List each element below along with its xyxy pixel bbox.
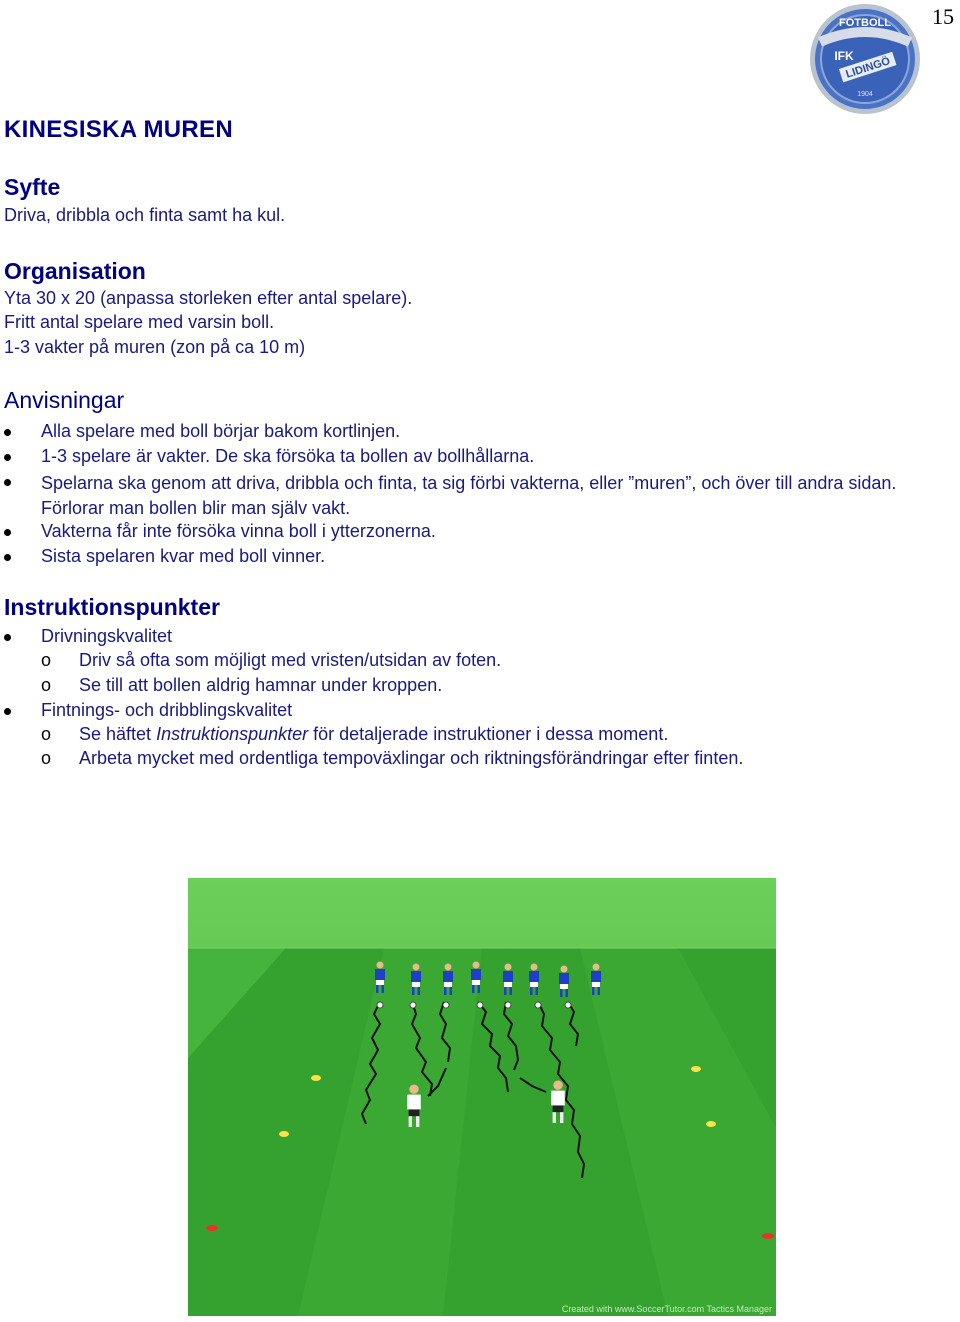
syfte-text: Driva, dribbla och finta samt ha kul. bbox=[4, 205, 286, 225]
section-heading-instruktionspunkter: Instruktionspunkter bbox=[4, 594, 220, 620]
cone-icon bbox=[706, 1121, 716, 1127]
section-heading-anvisningar: Anvisningar bbox=[4, 387, 125, 413]
bullet-icon bbox=[4, 634, 11, 641]
bullet-icon bbox=[4, 454, 11, 461]
section-heading-organisation: Organisation bbox=[4, 258, 146, 284]
bullet-icon bbox=[4, 529, 11, 536]
club-logo bbox=[806, 2, 924, 116]
bullet-icon bbox=[4, 554, 11, 561]
cone-icon bbox=[311, 1075, 321, 1081]
organisation-line: 1-3 vakter på muren (zon på ca 10 m) bbox=[4, 337, 306, 357]
ball-icon bbox=[477, 1002, 483, 1008]
ball-icon bbox=[505, 1002, 511, 1008]
section-heading-syfte: Syfte bbox=[4, 174, 61, 200]
sub-bullet-marker: o bbox=[41, 724, 52, 744]
pitch-illustration bbox=[188, 878, 776, 1316]
bullet-icon bbox=[4, 479, 11, 486]
ball-icon bbox=[443, 1002, 449, 1008]
sub-bullet-marker: o bbox=[41, 748, 52, 768]
bullet-icon bbox=[4, 429, 11, 436]
page-title: KINESISKA MUREN bbox=[4, 116, 233, 143]
logo-year: 1904 bbox=[857, 91, 873, 98]
organisation-line: Fritt antal spelare med varsin boll. bbox=[4, 312, 275, 332]
drill-diagram bbox=[188, 878, 776, 1316]
sub-bullet-marker: o bbox=[41, 675, 52, 695]
cone-icon bbox=[279, 1131, 289, 1137]
logo-bottom-text: LIDINGÖ bbox=[844, 55, 892, 81]
ball-icon bbox=[565, 1002, 571, 1008]
cone-icon bbox=[691, 1066, 701, 1072]
organisation-line: Yta 30 x 20 (anpassa storleken efter antal spelare). bbox=[4, 288, 413, 308]
bullet-icon bbox=[4, 708, 11, 715]
sub-bullet-marker: o bbox=[41, 650, 52, 670]
ball-icon bbox=[410, 1002, 416, 1008]
emphasized-reference: Instruktionspunkter bbox=[156, 724, 309, 744]
cone-icon bbox=[206, 1225, 218, 1231]
ball-icon bbox=[535, 1002, 541, 1008]
ball-icon bbox=[377, 1002, 383, 1008]
diagram-credit: Created with www.SoccerTutor.com Tactics Manager bbox=[561, 1304, 772, 1314]
logo-top-text: FOTBOLL bbox=[839, 17, 891, 29]
cone-icon bbox=[762, 1233, 774, 1239]
logo-middle-text: IFK bbox=[834, 49, 854, 63]
page-number: 15 bbox=[932, 4, 954, 29]
